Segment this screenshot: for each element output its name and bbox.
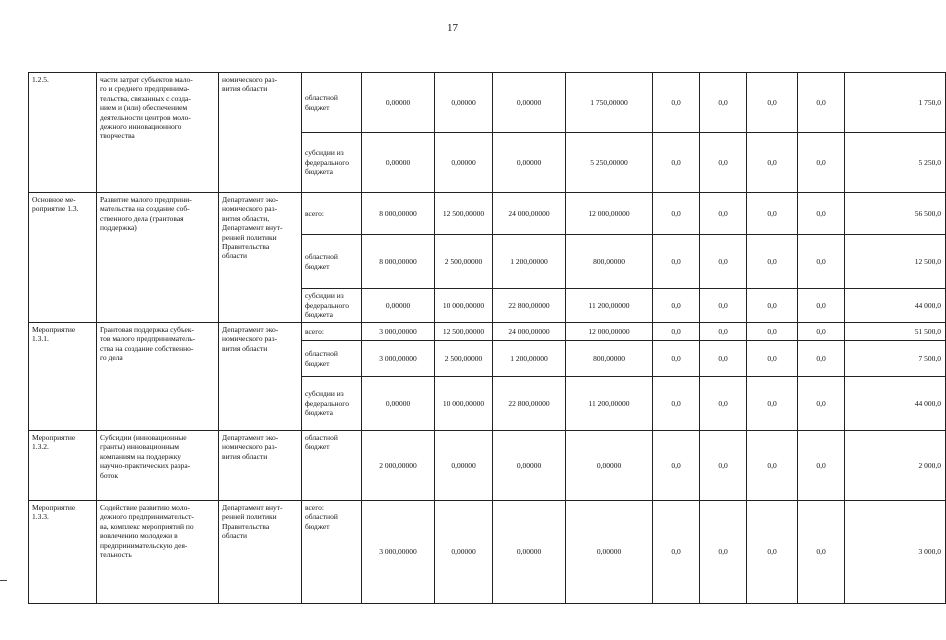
value-cell: 0,0	[798, 193, 845, 235]
table-row	[29, 431, 946, 501]
page-number: 17	[447, 22, 458, 34]
value-cell: 0,0	[700, 289, 747, 323]
value-cell: 12 000,00000	[566, 193, 653, 235]
value-cell: 12 500,00000	[435, 193, 493, 235]
value-cell: 8 000,00000	[362, 235, 435, 289]
value-cell: 0,0	[798, 377, 845, 431]
value-cell: 0,0	[653, 133, 700, 193]
total-cell: 2 000,0	[845, 431, 946, 501]
margin-mark	[0, 580, 7, 581]
value-cell: 0,00000	[493, 501, 566, 604]
value-cell: 800,00000	[566, 341, 653, 377]
row-name: Содействие развитию моло- дежного предпринимательст- ва, комплекс мероприятий по вовлечению молодежи в предпринимательскую дея- тельность	[97, 501, 219, 604]
row-name: части затрат субъектов мало- го и среднего предпринима- тельства, связанных с созда- нием и (или) обеспечением деятельности центров моло- дежного инновационного творчества	[97, 73, 219, 193]
funding-source: областной бюджет	[302, 235, 362, 289]
value-cell: 0,00000	[435, 133, 493, 193]
value-cell: 0,0	[700, 323, 747, 341]
value-cell: 0,0	[700, 501, 747, 604]
value-cell: 12 500,00000	[435, 323, 493, 341]
row-executor: Департамент эко- номического раз- вития области	[219, 431, 302, 501]
total-cell: 56 500,0	[845, 193, 946, 235]
value-cell: 0,0	[747, 235, 798, 289]
value-cell: 1 200,00000	[493, 341, 566, 377]
value-cell: 0,00000	[566, 431, 653, 501]
value-cell: 0,0	[700, 73, 747, 133]
value-cell: 10 000,00000	[435, 377, 493, 431]
table-row	[29, 501, 946, 604]
funding-source: субсидии из федерального бюджета	[302, 377, 362, 431]
value-cell: 1 750,00000	[566, 73, 653, 133]
total-cell: 7 500,0	[845, 341, 946, 377]
value-cell: 0,0	[798, 289, 845, 323]
row-name: Грантовая поддержка субъек- тов малого предприниматель- ства на создание собственно- го дела	[97, 323, 219, 431]
funding-source: областной бюджет	[302, 341, 362, 377]
budget-table	[28, 72, 946, 604]
row-executor: Департамент эко- номического раз- вития области	[219, 323, 302, 431]
value-cell: 0,0	[798, 235, 845, 289]
value-cell: 0,0	[653, 431, 700, 501]
total-cell: 44 000,0	[845, 289, 946, 323]
value-cell: 1 200,00000	[493, 235, 566, 289]
row-name: Развитие малого предприни- мательства на создание соб- ственного дела (грантовая поддержка)	[97, 193, 219, 323]
value-cell: 0,0	[747, 501, 798, 604]
value-cell: 2 500,00000	[435, 235, 493, 289]
funding-source: всего:	[302, 193, 362, 235]
value-cell: 0,00000	[435, 431, 493, 501]
value-cell: 0,0	[653, 501, 700, 604]
value-cell: 0,0	[798, 133, 845, 193]
table-row	[29, 193, 946, 235]
value-cell: 0,0	[747, 73, 798, 133]
value-cell: 8 000,00000	[362, 193, 435, 235]
total-cell: 1 750,0	[845, 73, 946, 133]
funding-source: субсидии из федерального бюджета	[302, 289, 362, 323]
row-executor: номического раз- вития области	[219, 73, 302, 193]
total-cell: 12 500,0	[845, 235, 946, 289]
value-cell: 0,00000	[362, 377, 435, 431]
table-row	[29, 323, 946, 341]
value-cell: 24 000,00000	[493, 323, 566, 341]
value-cell: 0,0	[798, 323, 845, 341]
value-cell: 0,0	[700, 377, 747, 431]
value-cell: 0,00000	[435, 73, 493, 133]
value-cell: 0,00000	[493, 73, 566, 133]
value-cell: 0,0	[653, 193, 700, 235]
total-cell: 3 000,0	[845, 501, 946, 604]
value-cell: 5 250,00000	[566, 133, 653, 193]
value-cell: 0,0	[747, 133, 798, 193]
value-cell: 0,0	[747, 193, 798, 235]
value-cell: 0,0	[653, 235, 700, 289]
value-cell: 0,0	[747, 431, 798, 501]
total-cell: 5 250,0	[845, 133, 946, 193]
funding-source: субсидии из федерального бюджета	[302, 133, 362, 193]
row-name: Субсидии (инновационные гранты) инновационным компаниям на поддержку научно-практических разра- боток	[97, 431, 219, 501]
funding-source: всего: областной бюджет	[302, 501, 362, 604]
value-cell: 2 000,00000	[362, 431, 435, 501]
value-cell: 0,00000	[362, 73, 435, 133]
value-cell: 0,0	[798, 73, 845, 133]
value-cell: 22 800,00000	[493, 289, 566, 323]
value-cell: 11 200,00000	[566, 377, 653, 431]
value-cell: 24 000,00000	[493, 193, 566, 235]
value-cell: 0,00000	[362, 133, 435, 193]
funding-source: областной бюджет	[302, 431, 362, 501]
value-cell: 0,00000	[493, 133, 566, 193]
value-cell: 3 000,00000	[362, 501, 435, 604]
funding-source: всего:	[302, 323, 362, 341]
value-cell: 22 800,00000	[493, 377, 566, 431]
row-code: Мероприятие 1.3.2.	[29, 431, 97, 501]
total-cell: 44 000,0	[845, 377, 946, 431]
value-cell: 0,0	[700, 193, 747, 235]
total-cell: 51 500,0	[845, 323, 946, 341]
value-cell: 0,0	[653, 73, 700, 133]
value-cell: 2 500,00000	[435, 341, 493, 377]
value-cell: 0,0	[653, 289, 700, 323]
value-cell: 0,0	[653, 341, 700, 377]
table-row	[29, 73, 946, 133]
value-cell: 10 000,00000	[435, 289, 493, 323]
value-cell: 11 200,00000	[566, 289, 653, 323]
value-cell: 0,00000	[362, 289, 435, 323]
value-cell: 3 000,00000	[362, 323, 435, 341]
row-executor: Департамент эко- номического раз- вития области, Департамент внут- ренней политики Правительства области	[219, 193, 302, 323]
value-cell: 0,0	[700, 235, 747, 289]
value-cell: 0,0	[747, 341, 798, 377]
value-cell: 0,0	[747, 377, 798, 431]
value-cell: 0,0	[798, 501, 845, 604]
value-cell: 0,0	[747, 323, 798, 341]
value-cell: 0,0	[700, 431, 747, 501]
value-cell: 0,0	[653, 323, 700, 341]
value-cell: 0,0	[747, 289, 798, 323]
value-cell: 0,00000	[566, 501, 653, 604]
row-code: Мероприятие 1.3.3.	[29, 501, 97, 604]
value-cell: 0,0	[798, 431, 845, 501]
value-cell: 800,00000	[566, 235, 653, 289]
value-cell: 3 000,00000	[362, 341, 435, 377]
row-code: Основное ме- роприятие 1.3.	[29, 193, 97, 323]
row-code: 1.2.5.	[29, 73, 97, 193]
value-cell: 0,0	[653, 377, 700, 431]
value-cell: 0,0	[700, 133, 747, 193]
funding-source: областной бюджет	[302, 73, 362, 133]
value-cell: 0,0	[700, 341, 747, 377]
value-cell: 0,00000	[493, 431, 566, 501]
value-cell: 0,00000	[435, 501, 493, 604]
row-code: Мероприятие 1.3.1.	[29, 323, 97, 431]
row-executor: Департамент внут- ренней политики Правительства области	[219, 501, 302, 604]
value-cell: 12 000,00000	[566, 323, 653, 341]
value-cell: 0,0	[798, 341, 845, 377]
